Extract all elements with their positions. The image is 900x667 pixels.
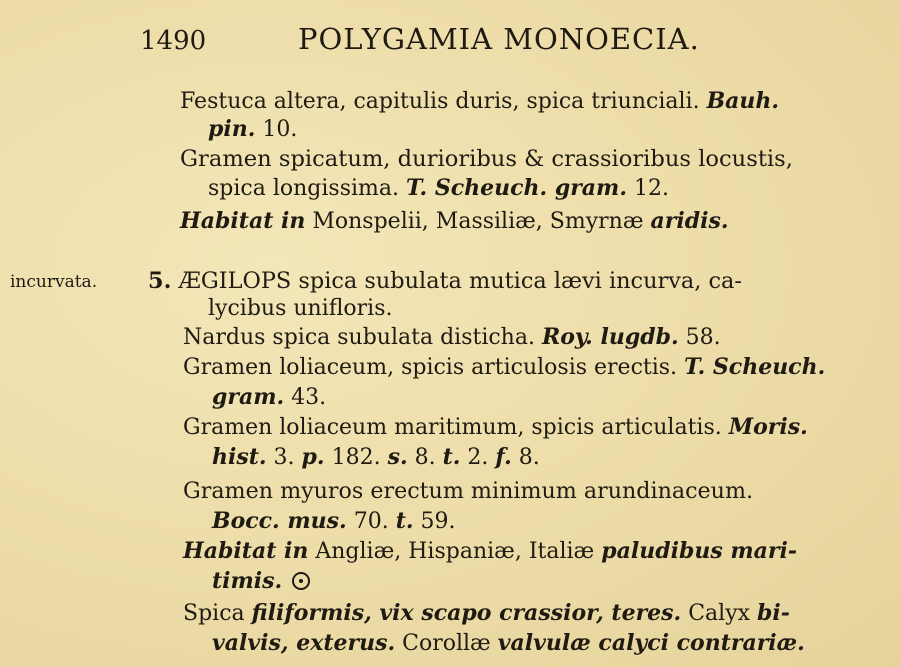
page-number: 1490 — [140, 26, 207, 56]
author-ref: Bauh. — [706, 88, 780, 114]
author-ref: s. — [387, 444, 408, 470]
habitat-text: Monspelii, Massiliæ, Smyrnæ — [305, 209, 651, 234]
description-text: Spica — [183, 601, 252, 626]
author-ref: t. — [395, 508, 414, 534]
synonym-text: Nardus spica subulata disticha. — [183, 325, 542, 350]
habitat-text: Angliæ, Hispaniæ, Italiæ — [308, 539, 602, 564]
author-ref: t. — [442, 444, 461, 470]
habitat-text: aridis. — [650, 208, 729, 234]
habitat-text: paludibus mari- — [601, 538, 797, 564]
author-ref: hist. — [212, 444, 267, 470]
author-ref: T. Scheuch. — [684, 354, 826, 380]
ref-number: 58. — [678, 325, 721, 350]
author-ref: f. — [495, 444, 512, 470]
synonym-line — [183, 354, 825, 381]
synonym-line — [183, 478, 753, 504]
ref-number: 8. — [407, 445, 443, 470]
author-ref: Moris. — [728, 414, 808, 440]
synonym-line — [212, 384, 326, 411]
synonym-line — [208, 116, 297, 143]
ref-number: 2. — [460, 445, 496, 470]
entry-number: 5. — [148, 268, 172, 294]
page-header — [140, 20, 760, 60]
synonym-line — [208, 175, 669, 202]
synonym-line — [183, 324, 721, 351]
description-line — [212, 630, 805, 657]
diagnosis-line — [208, 296, 393, 322]
author-ref: gram. — [212, 384, 285, 410]
habitat-line — [180, 208, 729, 235]
synonym-text: Gramen myuros erectum minimum arundinaceum. — [183, 478, 754, 504]
author-ref: pin. — [208, 116, 256, 142]
ref-number: 10. — [255, 117, 298, 142]
description-text: Calyx — [681, 601, 758, 626]
synonym-text: spica longissima. — [208, 176, 406, 201]
ref-number: 182. — [324, 445, 388, 470]
description-line — [183, 600, 790, 627]
diagnosis-text: lycibus unifloris. — [208, 296, 393, 321]
habitat-text: timis. — [212, 568, 283, 594]
synonym-text: Festuca altera, capitulis duris, spica triunciali. — [180, 89, 707, 114]
synonym-line — [212, 508, 456, 535]
ref-number: 8. — [511, 445, 540, 470]
ref-number: 12. — [627, 176, 669, 201]
synonym-line — [212, 444, 540, 471]
habitat-label: Habitat in — [180, 208, 306, 234]
habitat-line — [212, 568, 310, 595]
description-text: filiformis, vix scapo crassior, teres. — [251, 600, 682, 626]
author-ref: Bocc. mus. — [212, 508, 347, 534]
habitat-label: Habitat in — [183, 538, 309, 564]
synonym-line — [183, 414, 808, 441]
diagnosis-text: ÆGILOPS spica subulata mutica lævi incurva, ca- — [171, 268, 742, 294]
synonym-text: Gramen spicatum, durioribus & crassioribus locustis, — [180, 146, 793, 172]
description-text: bi- — [757, 600, 790, 626]
description-text: valvulæ calyci contrariæ. — [497, 630, 805, 656]
synonym-line — [180, 146, 793, 172]
ref-number: 70. — [346, 509, 396, 534]
synonym-line — [180, 88, 779, 115]
description-text: Corollæ — [395, 631, 498, 656]
habitat-line — [183, 538, 797, 565]
running-head: POLYGAMIA MONOECIA. — [298, 22, 700, 56]
author-ref: T. Scheuch. gram. — [406, 175, 627, 201]
ref-number: 43. — [284, 385, 327, 410]
description-text: valvis, exterus. — [212, 630, 396, 656]
margin-label: incurvata. — [10, 272, 98, 292]
synonym-text: Gramen loliaceum, spicis articulosis erectis. — [183, 355, 685, 380]
entry-heading — [148, 268, 742, 294]
ref-number: 3. — [266, 445, 302, 470]
ref-number: 59. — [413, 509, 456, 534]
author-ref: Roy. lugdb. — [541, 324, 679, 350]
author-ref: p. — [301, 444, 325, 470]
synonym-text: Gramen loliaceum maritimum, spicis articulatis. — [183, 415, 729, 440]
sun-symbol-icon — [292, 572, 310, 590]
